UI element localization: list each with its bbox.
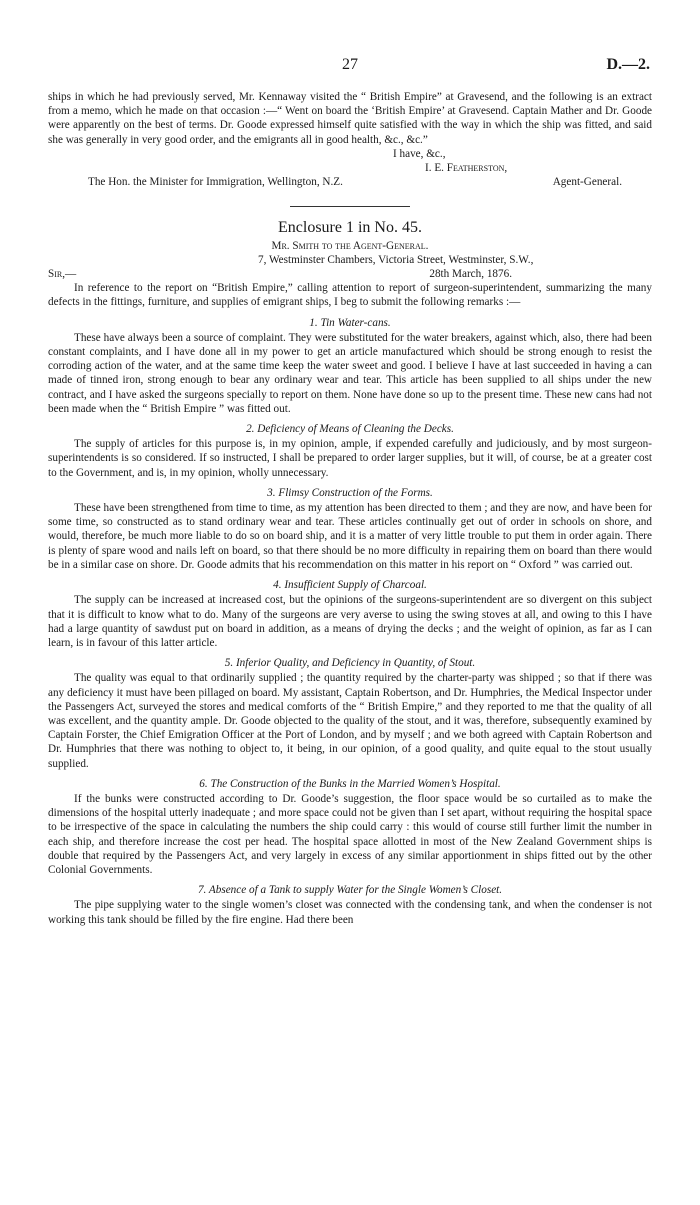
section-heading-1: 1. Tin Water-cans.	[309, 316, 391, 329]
document-body	[48, 90, 652, 927]
enclosure-from-to: Mr. Smith to the Agent-General.	[271, 239, 429, 252]
section-heading-5: 5. Inferior Quality, and Deficiency in Quantity, of Stout.	[224, 657, 476, 670]
section-heading-4: 4. Insufficient Supply of Charcoal.	[273, 579, 427, 592]
section-text-3: These have been strengthened from time to time, as my attention has been directed to them ; and they are now, and have been for some time, so constructed as to stand ordinary wear and tear. These articles continually get out of order in schools on shore, and would, therefore, be much more liable to do so on board ship, and it is a matter of very little trouble to put them in order again. There is plenty of spare wood and nails left on board, so that there should be no more difficulty in repairing them on board than there would be in a similar case on shore. Dr. Goode admits that his recommendation on this matter in his report on “ Oxford ” was carried out.	[48, 502, 652, 571]
letter-addressee-line	[48, 175, 652, 189]
enclosure-address: 7, Westminster Chambers, Victoria Street, Westminster, S.W.,	[258, 253, 534, 266]
section-text-6: If the bunks were constructed according to Dr. Goode’s suggestion, the floor space would be so curtailed as to make the dimensions of the hospital utterly inadequate ; and more space could not be given than I set apart, without requiring the hospital space to be irrespective of the space in calculating the numbers the ship could carry : this would of course still further limit the number in each ship, and therefore increase the cost per head. The hospital space allotted in most of the New Zealand Government ships is double that required by the Passengers Act, and very largely in excess of any similar apportionment in ships fitted out by the other Colonial Governments.	[48, 792, 652, 876]
section-heading-6: 6. The Construction of the Bunks in the Married Women’s Hospital.	[199, 777, 501, 790]
intro-paragraph: In reference to the report on “British Empire,” calling attention to report of surgeon-superintendent, summarizing the many defects in the fittings, furniture, and supplies of emigrant ships, I beg to submit the following remarks :—	[48, 282, 652, 309]
section-text-2: The supply of articles for this purpose is, in my opinion, ample, if expended carefully and judiciously, and by most surgeon-superintendents is so considered. If so instructed, I shall be prepared to order larger supplies, but it will, of course, be at a greater cost to the Government, and is, in my opinion, wholly unnecessary.	[48, 438, 652, 479]
letter-date: 28th March, 1876.	[429, 268, 512, 281]
letter-closing: I have, &c.,	[393, 147, 446, 160]
letter-addressee: The Hon. the Minister for Immigration, Wellington, N.Z.	[88, 176, 343, 189]
section-divider	[290, 206, 410, 207]
page-number: 27	[342, 56, 358, 73]
section-text-4: The supply can be increased at increased cost, but the opinions of the surgeons-superintendent are so divergent on this subject that it is difficult to know what to do. Many of the surgeons are very averse to using the swing stoves at all, and owing to this I have had a large quantity of sawdust put on board in addition, as a means of drying the decks ; and the weight of opinion, as far as I can learn, is in favour of this latter article.	[48, 594, 652, 649]
salutation: Sir,—	[48, 268, 77, 281]
salutation-date-line	[48, 267, 652, 281]
section-text-1: These have always been a source of complaint. They were substituted for the water breakers, against which, also, there had been constant complaints, and I have done all in my power to get an article manufactured which should be strong enough to resist the corroding action of the water, and at the same time keep the water sweet and good. I believe I have at last succeeded in having a can made of tinned iron, strong enough to bear any ordinary wear and tear. This article has been supplied to all ships under the new contract, and I have asked the surgeons specially to report on them. None have done so up to the present time. These new cans had not been made when the “ British Empire ” was fitted out.	[48, 331, 652, 415]
section-heading-3: 3. Flimsy Construction of the Forms.	[267, 486, 433, 499]
letter-signature: I. E. Featherston,	[425, 162, 508, 175]
section-heading-2: 2. Deficiency of Means of Cleaning the Decks.	[246, 423, 454, 436]
section-text-5: The quality was equal to that ordinarily supplied ; the quantity required by the charter-party was shipped ; so that if there was any deficiency it must have been pillaged on board. My assistant, Captain Robertson, and Dr. Humphries, the Medical Inspector under the Passengers Act, surveyed the stores and medical comforts of the “ British Empire,” and they reported to me that the quality of all was excellent, and the quantity ample. Dr. Goode objected to the quality of the stout, and it was, therefore, subsequently examined by Captain Forster, the Chief Emigration Officer at the Port of London, and by myself ; and we both agreed with Captain Robertson and Dr. Humphries that there was nothing to object to, it being, in our opinion, of a good quality, and quite equal to the stout usually supplied.	[48, 672, 652, 770]
section-text-7: The pipe supplying water to the single women’s closet was connected with the condensing tank, and when the condenser is not working this tank should be filled by the fire engine. Had there been	[48, 899, 652, 926]
document-reference: D.—2.	[606, 56, 650, 73]
enclosure-heading: Enclosure 1 in No. 45.	[278, 219, 422, 237]
section-heading-7: 7. Absence of a Tank to supply Water for the Single Women’s Closet.	[197, 884, 503, 897]
letter-signatory-title: Agent-General.	[552, 176, 622, 189]
letter-paragraph: ships in which he had previously served, Mr. Kennaway visited the “ British Empire” at Gravesend, and the following is an extract from a memo, which he made on that occasion :—“ Went on board the ‘British Empire’ at Gravesend. Captain Mather and Dr. Goode were apparently on the best of terms. Dr. Goode expressed himself quite satisfied with the way in which the ship was fitted, and said she was generally in very good order, and the emigrants all in good health, &c., &c.”	[48, 91, 652, 146]
